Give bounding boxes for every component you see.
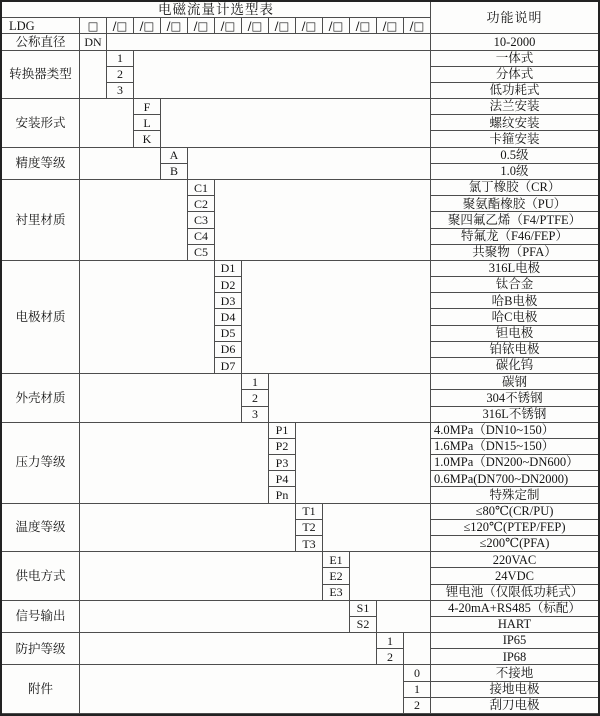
desc-accessories-1: 接地电极 (431, 682, 598, 698)
spacer-cell (80, 504, 296, 553)
desc-protection-1: IP65 (431, 633, 598, 649)
spacer-cell (350, 552, 431, 601)
desc-lining-C3: 聚四氟乙烯（F4/PTFE） (431, 212, 598, 228)
spacer-cell (323, 504, 431, 553)
model-digit-box-2: /□ (107, 18, 134, 34)
code-electrode-D6: D6 (215, 342, 242, 358)
spacer-cell (80, 51, 107, 100)
desc-converter-2: 分体式 (431, 67, 598, 83)
code-protection-1: 1 (377, 633, 404, 649)
code-installation-L: L (134, 115, 161, 131)
model-digit-box-13: /□ (404, 18, 431, 34)
desc-pressure-Pn: 特殊定制 (431, 487, 598, 503)
category-accuracy-class: 精度等级 (2, 148, 80, 180)
desc-housing-2: 304不锈钢 (431, 390, 598, 406)
model-digit-box-11: /□ (350, 18, 377, 34)
desc-electrode-D1: 316L电极 (431, 261, 598, 277)
category-converter-type: 转换器类型 (2, 51, 80, 100)
table-title: 电磁流量计选型表 (2, 2, 431, 18)
category-electrode-material: 电极材质 (2, 261, 80, 374)
code-temperature-T1: T1 (296, 504, 323, 520)
code-accessories-1: 1 (404, 682, 431, 698)
code-pressure-P1: P1 (269, 423, 296, 439)
code-protection-2: 2 (377, 649, 404, 665)
code-nominal-diameter-DN: DN (80, 34, 107, 50)
category-housing-material: 外壳材质 (2, 374, 80, 423)
category-pressure-rating: 压力等级 (2, 423, 80, 504)
model-digit-box-8: /□ (269, 18, 296, 34)
code-lining-C4: C4 (188, 229, 215, 245)
desc-power-E3: 锂电池（仅限低功耗式） (431, 585, 598, 601)
code-signal-S2: S2 (350, 617, 377, 633)
desc-pressure-P4: 0.6MPa(DN700~DN2000) (431, 471, 598, 487)
code-converter-2: 2 (107, 67, 134, 83)
category-accessories: 附件 (2, 665, 80, 714)
desc-accessories-2: 刮刀电极 (431, 698, 598, 714)
spacer-cell (80, 633, 377, 665)
model-digit-box-1: □ (80, 18, 107, 34)
desc-housing-1: 碳钢 (431, 374, 598, 390)
spacer-cell (80, 148, 161, 180)
desc-converter-1: 一体式 (431, 51, 598, 67)
spacer-cell (107, 34, 431, 50)
model-prefix: LDG (2, 18, 80, 34)
function-column-header: 功能说明 (431, 2, 598, 34)
desc-protection-2: IP68 (431, 649, 598, 665)
code-accuracy-B: B (161, 164, 188, 180)
desc-installation-K: 卡箍安装 (431, 131, 598, 147)
desc-lining-C4: 特氟龙（F46/FEP） (431, 229, 598, 245)
desc-installation-L: 螺纹安装 (431, 115, 598, 131)
desc-nominal-diameter: 10-2000 (431, 34, 598, 50)
desc-electrode-D3: 哈B电极 (431, 293, 598, 309)
code-electrode-D3: D3 (215, 293, 242, 309)
desc-electrode-D5: 钽电极 (431, 326, 598, 342)
desc-power-E1: 220VAC (431, 552, 598, 568)
model-digit-box-4: /□ (161, 18, 188, 34)
spacer-cell (80, 423, 269, 504)
model-digit-box-7: /□ (242, 18, 269, 34)
code-housing-3: 3 (242, 407, 269, 423)
spacer-cell (377, 601, 431, 633)
desc-pressure-P3: 1.0MPa（DN200~DN600） (431, 455, 598, 471)
code-temperature-T2: T2 (296, 520, 323, 536)
model-digit-box-10: /□ (323, 18, 350, 34)
desc-temperature-T3: ≤200℃(PFA) (431, 536, 598, 552)
code-temperature-T3: T3 (296, 536, 323, 552)
spacer-cell (80, 261, 215, 374)
code-electrode-D4: D4 (215, 309, 242, 325)
spacer-cell (404, 633, 431, 665)
desc-pressure-P2: 1.6MPa（DN15~150） (431, 439, 598, 455)
desc-temperature-T2: ≤120℃(PTEP/FEP) (431, 520, 598, 536)
model-digit-box-6: /□ (215, 18, 242, 34)
spacer-cell (80, 552, 323, 601)
code-lining-C1: C1 (188, 180, 215, 196)
spacer-cell (188, 148, 431, 180)
code-housing-1: 1 (242, 374, 269, 390)
code-lining-C3: C3 (188, 212, 215, 228)
code-installation-F: F (134, 99, 161, 115)
category-installation-type: 安装形式 (2, 99, 80, 148)
spacer-cell (161, 99, 431, 148)
code-accessories-2: 2 (404, 698, 431, 714)
desc-signal-S1: 4-20mA+RS485（标配） (431, 601, 598, 617)
category-power-supply: 供电方式 (2, 552, 80, 601)
spacer-cell (80, 601, 350, 633)
spacer-cell (242, 261, 431, 374)
spacer-cell (80, 180, 188, 261)
category-lining-material: 衬里材质 (2, 180, 80, 261)
code-converter-1: 1 (107, 51, 134, 67)
desc-temperature-T1: ≤80℃(CR/PU) (431, 504, 598, 520)
code-signal-S1: S1 (350, 601, 377, 617)
desc-accuracy-A: 0.5级 (431, 148, 598, 164)
spacer-cell (296, 423, 431, 504)
desc-lining-C1: 氯丁橡胶（CR） (431, 180, 598, 196)
desc-accuracy-B: 1.0级 (431, 164, 598, 180)
desc-electrode-D2: 钛合金 (431, 277, 598, 293)
code-lining-C5: C5 (188, 245, 215, 261)
spacer-cell (269, 374, 431, 423)
spacer-cell (215, 180, 431, 261)
category-temperature-rating: 温度等级 (2, 504, 80, 553)
code-power-E2: E2 (323, 568, 350, 584)
code-pressure-Pn: Pn (269, 487, 296, 503)
model-digit-box-12: /□ (377, 18, 404, 34)
desc-electrode-D7: 碳化钨 (431, 358, 598, 374)
desc-housing-3: 316L不锈钢 (431, 407, 598, 423)
desc-converter-3: 低功耗式 (431, 83, 598, 99)
code-electrode-D7: D7 (215, 358, 242, 374)
desc-signal-S2: HART (431, 617, 598, 633)
code-converter-3: 3 (107, 83, 134, 99)
code-electrode-D1: D1 (215, 261, 242, 277)
code-electrode-D2: D2 (215, 277, 242, 293)
model-digit-box-5: /□ (188, 18, 215, 34)
code-housing-2: 2 (242, 390, 269, 406)
category-nominal-diameter: 公称直径 (2, 34, 80, 50)
spacer-cell (134, 51, 431, 100)
spacer-cell (80, 665, 404, 714)
category-protection-rating: 防护等级 (2, 633, 80, 665)
desc-pressure-P1: 4.0MPa（DN10~150） (431, 423, 598, 439)
code-pressure-P2: P2 (269, 439, 296, 455)
code-lining-C2: C2 (188, 196, 215, 212)
code-power-E3: E3 (323, 585, 350, 601)
code-accessories-0: 0 (404, 665, 431, 681)
code-installation-K: K (134, 131, 161, 147)
model-digit-box-3: /□ (134, 18, 161, 34)
category-signal-output: 信号输出 (2, 601, 80, 633)
desc-lining-C5: 共聚物（PFA） (431, 245, 598, 261)
desc-accessories-0: 不接地 (431, 665, 598, 681)
code-accuracy-A: A (161, 148, 188, 164)
spacer-cell (80, 374, 242, 423)
desc-electrode-D6: 铂铱电极 (431, 342, 598, 358)
code-pressure-P4: P4 (269, 471, 296, 487)
desc-lining-C2: 聚氨酯橡胶（PU） (431, 196, 598, 212)
desc-installation-F: 法兰安装 (431, 99, 598, 115)
code-pressure-P3: P3 (269, 455, 296, 471)
desc-electrode-D4: 哈C电极 (431, 309, 598, 325)
spacer-cell (80, 99, 134, 148)
code-electrode-D5: D5 (215, 326, 242, 342)
code-power-E1: E1 (323, 552, 350, 568)
desc-power-E2: 24VDC (431, 568, 598, 584)
model-digit-box-9: /□ (296, 18, 323, 34)
